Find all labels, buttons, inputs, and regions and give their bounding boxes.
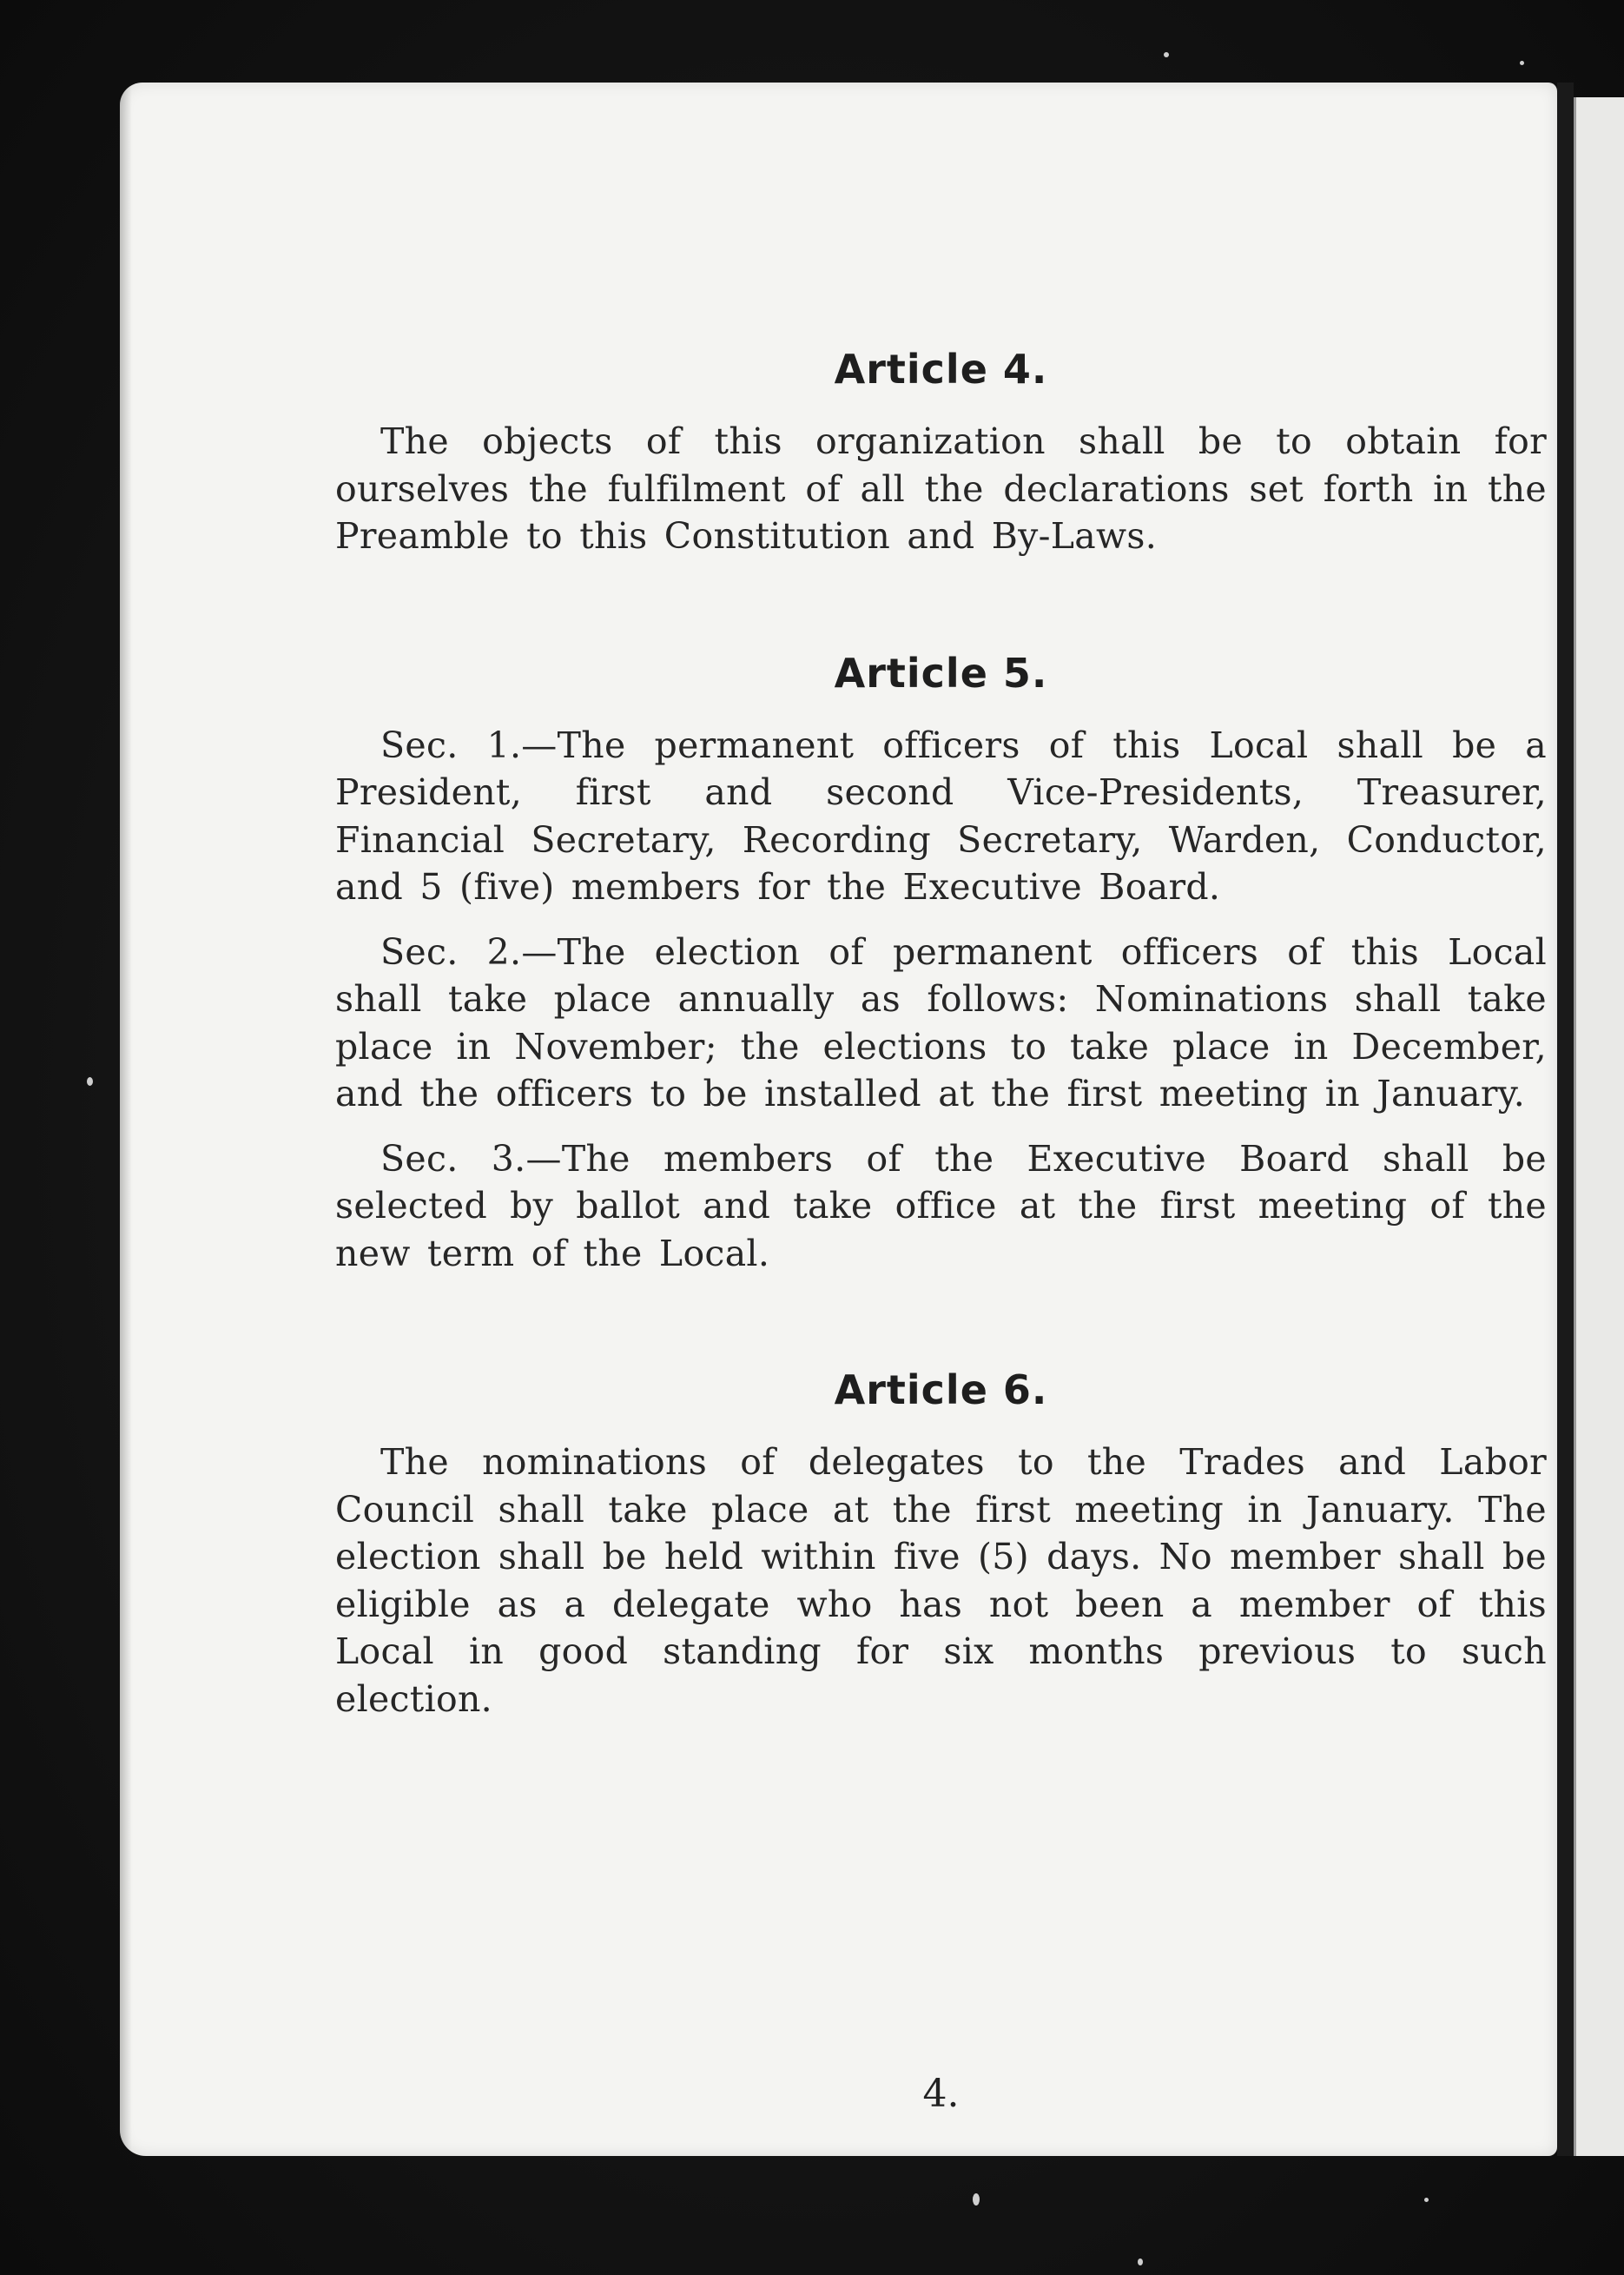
page-number: 4.	[922, 2072, 960, 2116]
article-4-title: Article 4.	[834, 346, 1048, 393]
article-6-title: Article 6.	[834, 1366, 1048, 1413]
scan-speck	[87, 1077, 93, 1086]
article-4-section	[335, 343, 1547, 560]
page-content	[335, 343, 1547, 2116]
article-6-section	[335, 1364, 1547, 1723]
article-5-section	[335, 647, 1547, 1278]
scan-speck	[1164, 52, 1169, 57]
article-5-sec-1: Sec. 1.—The permanent officers of this Local shall be a President, first and second Vice-Presidents, Treasurer, Financial Secretary, Recording Secretary, Warden, Conductor, and 5 (five) members for the Executive Board.	[335, 724, 1547, 908]
article-5-sec-2: Sec. 2.—The election of permanent officers of this Local shall take place annually as follows: Nominations shall take place in November; the elections to take place in December, and the officers to be installed at the first meeting in January.	[335, 930, 1547, 1114]
document-page	[120, 83, 1557, 2156]
facing-page-edge	[1574, 97, 1624, 2156]
book-fold-shadow	[1557, 83, 1574, 2156]
article-5-title: Article 5.	[834, 649, 1048, 697]
scan-speck	[973, 2193, 980, 2206]
article-5-sec-3: Sec. 3.—The members of the Executive Board shall be selected by ballot and take office at the first meeting of the new term of the Local.	[335, 1137, 1547, 1274]
article-6-text: The nominations of delegates to the Trades and Labor Council shall take place at the first meeting in January. The election shall be held within five (5) days. No member shall be eligible as a delegate who has not been a member of this Local in good standing for six months previous to such election.	[335, 1441, 1547, 1720]
scan-speck	[1424, 2198, 1429, 2202]
scan-speck	[1520, 61, 1524, 65]
article-4-text: The objects of this organization shall be to obtain for ourselves the fulfilment of all the declarations set forth in the Preamble to this Constitution and By-Laws.	[335, 420, 1547, 557]
scan-speck	[1138, 2258, 1143, 2265]
